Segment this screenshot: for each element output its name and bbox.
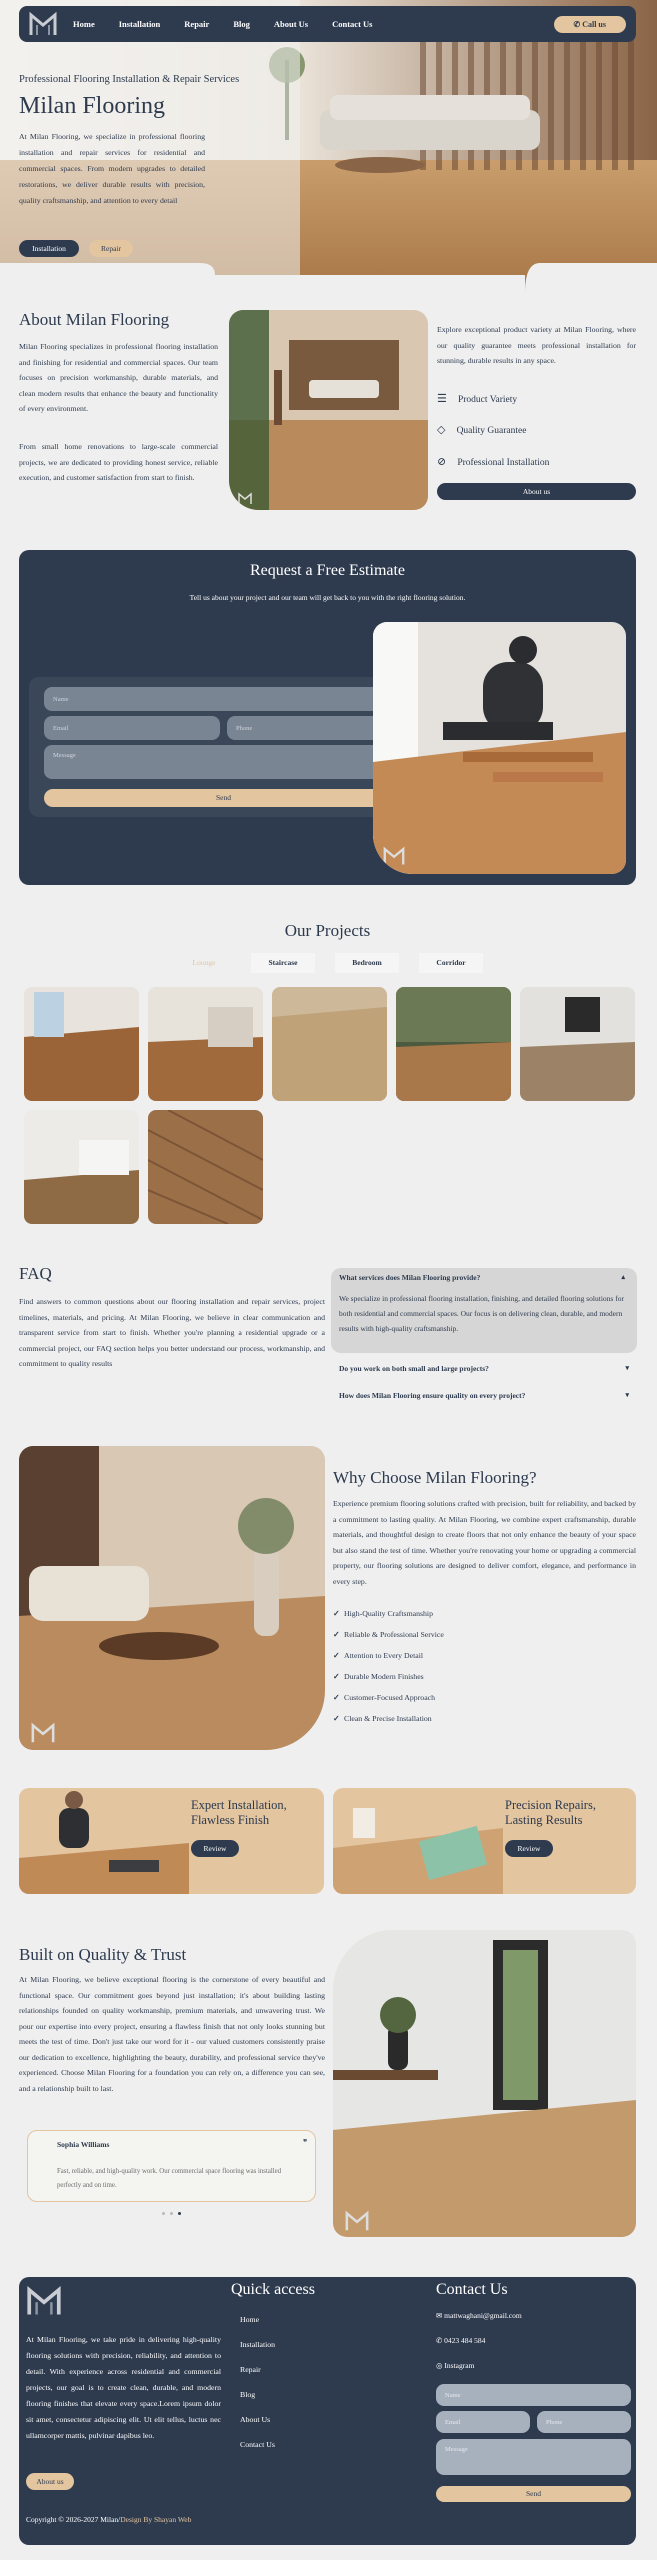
footer-link-repair[interactable]: Repair [240, 2365, 261, 2374]
quick-links [240, 2315, 275, 2465]
faq-question[interactable] [331, 1391, 637, 1400]
list-item-label: Reliable & Professional Service [344, 1630, 444, 1639]
copyright-text: Copyright © 2026-2027 Milan/ [26, 2515, 121, 2524]
contact-email[interactable] [436, 2311, 522, 2320]
footer-about-text: At Milan Flooring, we take pride in delivering high-quality flooring solutions with precision, reliability, and attention to detail. With experience across residential and commercial projects, our goal is to create clean, durable, and modern flooring finishes that elevate every space.Lorem ipsum dolor sit amet, consectetur adipiscing elit. Ut elit tellus, luctus nec ullamcorper mattis, pulvinar dapibus leo. [26, 2335, 221, 2440]
check-icon: ✓ [333, 1609, 340, 1618]
estimate-message-field[interactable]: Message [44, 745, 403, 779]
list-item-label: High-Quality Craftsmanship [344, 1609, 434, 1618]
footer-message-field[interactable]: Message [436, 2439, 631, 2475]
list-item [333, 1630, 444, 1639]
feature-professional-installation [437, 450, 549, 469]
trust-image [333, 1930, 636, 2237]
estimate-phone-field[interactable]: Phone [227, 716, 403, 740]
list-item [333, 1609, 444, 1618]
estimate-subtitle: Tell us about your project and our team will get back to you with the right flooring solution. [189, 593, 466, 602]
project-image[interactable] [520, 987, 635, 1101]
footer-about-button[interactable]: About us [26, 2473, 74, 2490]
project-image[interactable] [148, 987, 263, 1101]
tab-lounge[interactable]: Lounge [178, 953, 230, 973]
about-paragraph-1: Milan Flooring specializes in professional flooring installation and finishing for residential and commercial spaces. Our team focuses on precision workmanship, durable materials, and clean modern results that enhance the beauty and functionality of every environment. [19, 342, 218, 413]
list-item-label: Customer-Focused Approach [344, 1693, 436, 1702]
contact-instagram[interactable] [436, 2361, 474, 2370]
email-text: mattwaghani@gmail.com [444, 2311, 522, 2320]
check-icon: ✓ [333, 1714, 340, 1723]
designer-link[interactable]: Design By Shayan Web [120, 2515, 192, 2524]
list-icon: ☰ [437, 392, 447, 405]
diamond-icon: ◇ [437, 423, 446, 436]
installer-image [19, 1788, 189, 1894]
about-paragraph-2: From small home renovations to large-scale commercial projects, we are dedicated to providing honest service, reliable execution, and customer satisfaction from start to finish. [19, 442, 218, 482]
repair-button[interactable]: Repair [89, 240, 133, 257]
feature-label: Professional Installation [457, 458, 550, 468]
tab-bedroom[interactable]: Bedroom [335, 953, 399, 973]
chevron-down-icon: ▾ [625, 1391, 629, 1399]
footer-email-field[interactable]: Email [436, 2411, 530, 2433]
worker-image [373, 622, 626, 874]
faq-answer: We specialize in professional flooring installation, finishing, and detailed flooring solutions for both residential and commercial spaces. Our focus is on delivering clean, durable, and modern results with high-quality craftsmanship. [339, 1294, 624, 1333]
contact-phone[interactable] [436, 2336, 485, 2345]
phone-text: 0423 484 584 [444, 2336, 486, 2345]
faq-question-text: What services does Milan Flooring provide? [339, 1273, 481, 1282]
reviewer-name: Sophia Williams [57, 2140, 110, 2149]
estimate-send-button[interactable]: Send [44, 789, 403, 807]
list-item-label: Durable Modern Finishes [344, 1672, 424, 1681]
nav-installation[interactable]: Installation [118, 19, 161, 29]
check-icon: ✓ [333, 1651, 340, 1660]
footer-link-contact[interactable]: Contact Us [240, 2440, 275, 2449]
check-circle-icon: ⊘ [437, 455, 447, 468]
review-button[interactable]: Review [505, 1840, 553, 1857]
copyright [26, 2515, 191, 2524]
list-item [333, 1672, 444, 1681]
promo-title-repair: Precision Repairs, Lasting Results [505, 1798, 596, 1827]
instagram-text: Instagram [444, 2361, 475, 2370]
footer-send-button[interactable]: Send [436, 2486, 631, 2502]
chevron-up-icon: ▴ [621, 1273, 625, 1281]
nav-blog[interactable]: Blog [233, 19, 250, 29]
trust-title: Built on Quality & Trust [19, 1945, 187, 1964]
tab-corridor[interactable]: Corridor [419, 953, 483, 973]
check-icon: ✓ [333, 1630, 340, 1639]
project-image[interactable] [272, 987, 387, 1101]
check-icon: ✓ [333, 1693, 340, 1702]
footer-name-field[interactable]: Name [436, 2384, 631, 2406]
faq-title: FAQ [19, 1264, 52, 1283]
feature-product-variety [437, 387, 517, 406]
faq-question[interactable] [331, 1273, 637, 1282]
why-image [19, 1446, 325, 1750]
carousel-dot[interactable] [162, 2212, 165, 2215]
about-right-text: Explore exceptional product variety at Milan Flooring, where our quality guarantee meets professional installation for stunning, durable results in any space. [437, 325, 636, 365]
why-list [333, 1609, 444, 1735]
hero-subtitle: Professional Flooring Installation & Repair Services [19, 74, 240, 85]
project-image[interactable] [24, 987, 139, 1101]
about-title: About Milan Flooring [19, 310, 170, 329]
tab-staircase[interactable]: Staircase [251, 953, 315, 973]
review-button[interactable]: Review [191, 1840, 239, 1857]
call-us-label: Call us [582, 19, 606, 29]
phone-icon: ✆ [573, 19, 583, 29]
projects-title: Our Projects [284, 921, 371, 940]
list-item [333, 1651, 444, 1660]
faq-text: Find answers to common questions about our flooring installation and repair services, project timelines, materials, and pricing. At Milan Flooring, we believe in clear communication and transparent service from start to finish. Whether you're planning a residential upgrade or a commercial project, our FAQ section helps you better understand our process, workmanship, and commitment to quality results [19, 1297, 325, 1368]
nav-contact[interactable]: Contact Us [332, 19, 373, 29]
promo-title-installation: Expert Installation, Flawless Finish [191, 1798, 287, 1827]
chevron-down-icon: ▾ [625, 1364, 629, 1372]
list-item-label: Clean & Precise Installation [344, 1714, 432, 1723]
feature-label: Quality Guarantee [456, 426, 527, 436]
about-us-button[interactable]: About us [437, 483, 636, 500]
carousel-dot-active[interactable] [178, 2212, 181, 2215]
estimate-title: Request a Free Estimate [249, 562, 406, 579]
phone-icon: ✆ [436, 2336, 445, 2345]
estimate-name-field[interactable]: Name [44, 687, 403, 711]
faq-question[interactable] [331, 1364, 637, 1373]
footer-logo[interactable] [26, 2285, 62, 2321]
project-image[interactable] [148, 1110, 263, 1224]
carousel-dots [162, 2212, 186, 2215]
top-navbar [19, 6, 636, 42]
contact-title: Contact Us [436, 2281, 508, 2298]
call-us-button[interactable] [554, 16, 627, 33]
mail-icon: ✉ [436, 2311, 445, 2320]
faq-question-text: Do you work on both small and large projects? [339, 1364, 489, 1373]
feature-label: Product Variety [457, 395, 518, 405]
footer-link-home[interactable]: Home [240, 2315, 260, 2324]
list-item [333, 1714, 444, 1723]
about-image [229, 310, 428, 510]
check-icon: ✓ [333, 1672, 340, 1681]
footer-link-installation[interactable]: Installation [240, 2340, 276, 2349]
logo[interactable] [29, 11, 57, 37]
project-image[interactable] [24, 1110, 139, 1224]
installation-button[interactable]: Installation [19, 240, 79, 257]
hero-text: At Milan Flooring, we specialize in professional flooring installation and repair services for residential and commercial spaces. From modern upgrades to detailed restorations, we deliver durable results with precision, quality craftsmanship, and attention to every detail [19, 132, 205, 205]
estimate-email-field[interactable]: Email [44, 716, 220, 740]
trust-text: At Milan Flooring, we believe exceptional flooring is the cornerstone of every beautiful and functional space. Our commitment goes beyond just installation; it's about building lasting relationships founded on quality workmanship, premium materials, and unwavering trust. We pour our expertise into every project, ensuring a flawless finish that not only looks stunning but meets the test of time. Don't just take our word for it - our valued customers consistently praise our dedication to excellence, highlighting the beauty, durability, and professional service they've experienced. Choose Milan Flooring for a foundation you can rely on, a difference you can see, and a relationship built to last. [19, 1975, 325, 2093]
nav-repair[interactable]: Repair [184, 19, 210, 29]
footer-link-about[interactable]: About Us [240, 2415, 271, 2424]
nav-home[interactable]: Home [73, 19, 95, 29]
feature-quality-guarantee [437, 418, 526, 437]
repair-tools-image [333, 1788, 503, 1894]
faq-question-text: How does Milan Flooring ensure quality on every project? [339, 1391, 526, 1400]
carousel-dot[interactable] [170, 2212, 173, 2215]
project-image[interactable] [396, 987, 511, 1101]
list-item-label: Attention to Every Detail [344, 1651, 424, 1660]
nav-about[interactable]: About Us [273, 19, 309, 29]
why-title: Why Choose Milan Flooring? [333, 1468, 537, 1487]
footer-phone-field[interactable]: Phone [537, 2411, 631, 2433]
why-text: Experience premium flooring solutions crafted with precision, built for reliability, and backed by a commitment to lasting quality. At Milan Flooring, we combine expert craftsmanship, durable materials, and thoughtful design to create floors that not only enhance the beauty of your space but also stand the test of time. Whether you're renovating your home or upgrading a commercial property, our flooring solutions are designed to deliver comfort, elegance, and performance in every step. [333, 1499, 636, 1586]
list-item [333, 1693, 444, 1702]
hero-title: Milan Flooring [19, 93, 166, 119]
quote-icon: ❞ [303, 2138, 308, 2147]
instagram-icon: ◎ [436, 2361, 445, 2370]
review-text: Fast, reliable, and high-quality work. Our commercial space flooring was installed perfectly and on time. [57, 2168, 282, 2189]
quick-access-title: Quick access [231, 2281, 315, 2298]
footer-link-blog[interactable]: Blog [240, 2390, 256, 2399]
